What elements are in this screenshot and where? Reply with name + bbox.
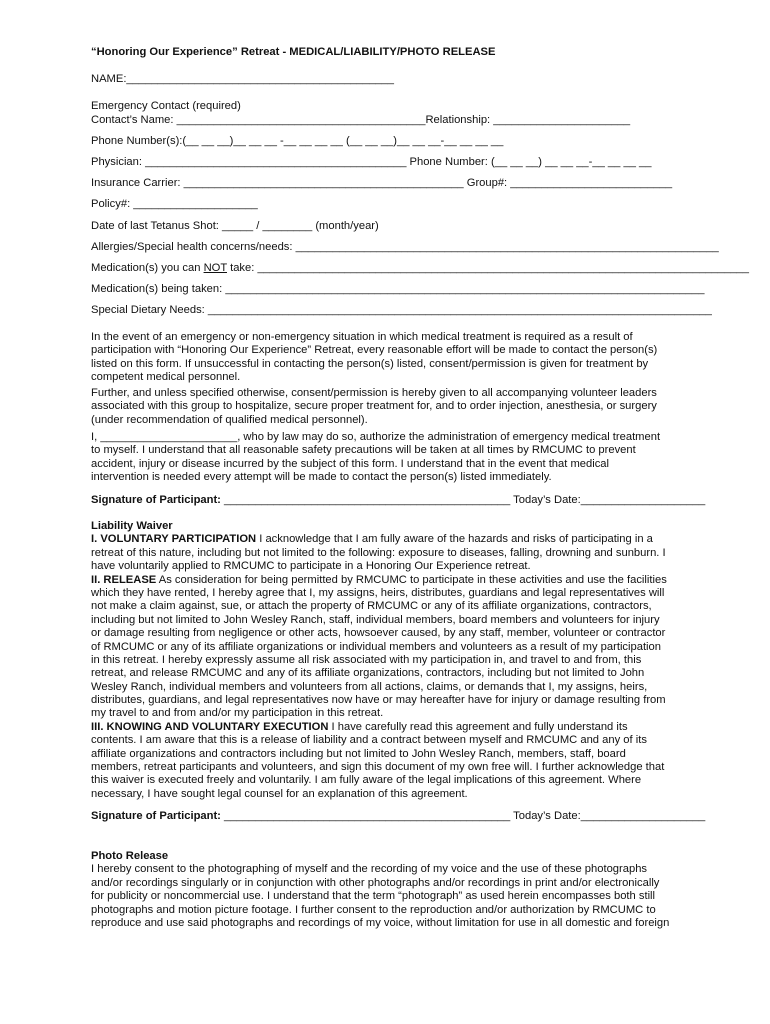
text-line: my travel to and from and/or my participation in this retreat.: [91, 707, 384, 720]
text-line: have voluntarily applied to RMCUMC to participate in a Honoring Our Experience retreat.: [91, 560, 531, 573]
text-line: intervention is needed every attempt will be made to contact the person(s) listed immediately.: [91, 471, 552, 484]
text-line: or damage resulting from negligence or other acts, howsoever caused, by any staff, member, volunteer or contractor: [91, 627, 666, 640]
text-line: to myself. I understand that all reasonable safety precautions will be taken at all times by RMCUMC to prevent: [91, 444, 636, 457]
text-line: which they have rented, I hereby agree that I, my assigns, heirs, distributes, guardians and legal representatives will: [91, 586, 665, 599]
text-line: (under recommendation of qualified medical personnel).: [91, 413, 368, 426]
medications-taken-field[interactable]: Medication(s) being taken: _____________________________________________________________________________: [91, 283, 705, 295]
text-line: In the event of an emergency or non-emergency situation in which medical treatment is required as a result of: [91, 331, 633, 343]
text-line: and/or recordings singularly or in conjunction with other photographs and/or recordings in print and/or electronically: [91, 876, 660, 889]
liability-waiver-section: [91, 520, 691, 801]
tetanus-field[interactable]: Date of last Tetanus Shot: _____ / ________ (month/year): [91, 220, 379, 232]
signature-label: Signature of Participant:: [91, 494, 221, 506]
section-text: As consideration for being permitted by RMCUMC to participate in these activities and use the facilities: [156, 573, 667, 586]
section-text: I acknowledge that I am fully aware of the hazards and risks of participating in a: [256, 533, 653, 546]
not-emphasis: NOT: [203, 262, 227, 274]
medications-not-suffix: take: _______________________________________________________________________________: [226, 262, 749, 274]
text-line: [91, 721, 691, 734]
insurance-field[interactable]: Insurance Carrier: _____________________________________________ Group#: __________________________: [91, 177, 673, 189]
name-field[interactable]: NAME:___________________________________________: [91, 73, 394, 85]
text-line: [91, 574, 691, 587]
medical-consent-paragraph-2: [91, 387, 691, 427]
emergency-contact-heading: Emergency Contact (required): [91, 100, 241, 112]
text-line: including but not limited to John Wesley Ranch, staff, individual members, board members and volunteers for injury: [91, 613, 660, 626]
text-line: Wesley Ranch, individual members and volunteers from all actions, claims, or demands that I, my assigns, heirs,: [91, 680, 648, 693]
section-title: I. VOLUNTARY PARTICIPATION: [91, 533, 257, 546]
text-line: photographs and motion picture footage. I further consent to the reproduction and/or authorization by RMCUMC to: [91, 903, 656, 916]
signature-label: Signature of Participant:: [91, 810, 221, 822]
dietary-needs-field[interactable]: Special Dietary Needs: _________________________________________________________________________________: [91, 304, 712, 316]
photo-release-section: [91, 850, 691, 930]
physician-field[interactable]: Physician: __________________________________________ Phone Number: (__ __ __) __ __ __-__ __ __ __: [91, 156, 652, 168]
text-line: associated with this group to hospitalize, secure proper treatment for, and to order injection, anesthesia, or surgery: [91, 400, 657, 413]
text-line: necessary, I have sought legal counsel for an explanation of this agreement.: [91, 787, 468, 800]
signature-row-medical: [91, 493, 705, 507]
date-field[interactable]: Today’s Date:____________________: [513, 494, 706, 506]
text-line: listed on this form. If unsuccessful in contacting the person(s) listed, consent/permission is given for treatment by: [91, 357, 649, 370]
text-line: not make a claim against, sue, or attach the property of RMCUMC or any of its affiliate organizations, contractors,: [91, 600, 652, 613]
text-line: for publicity or noncommercial use. I understand that the term “photograph” as used herein encompasses both still: [91, 890, 656, 903]
section-title: III. KNOWING AND VOLUNTARY EXECUTION: [91, 720, 329, 733]
section-title: II. RELEASE: [91, 573, 157, 586]
document-title: “Honoring Our Experience” Retreat - MEDICAL/LIABILITY/PHOTO RELEASE: [91, 46, 496, 58]
phone-numbers-field[interactable]: Phone Number(s):(__ __ __)__ __ __ -__ __ __ __ (__ __ __)__ __ __-__ __ __ __: [91, 135, 504, 147]
text-line: [91, 533, 691, 546]
medical-consent-paragraph-3: [91, 431, 691, 485]
text-line: I hereby consent to the photographing of myself and the recording of my voice and the use of these photographs: [91, 863, 648, 876]
signature-row-liability: [91, 809, 705, 823]
text-line: reproduce and use said photographs and recordings of my voice, without limitation for use in all domestic and foreign: [91, 916, 670, 929]
liability-waiver-heading: Liability Waiver: [91, 520, 173, 532]
text-line: retreat, and release RMCUMC and any of its affiliate organizations, contractors, including but not limited to John: [91, 667, 645, 680]
text-line: contents. I am aware that this is a release of liability and a contract between myself and RMCUMC and any of its: [91, 734, 647, 747]
text-line: accident, injury or disease incurred by the subject of this form. I understand that in the event that medical: [91, 457, 610, 470]
text-line: distributes, guardians, and legal representatives now have or may hereafter have for injury or damage resulting from: [91, 694, 666, 707]
medications-not-prefix: Medication(s) you can: [91, 262, 204, 274]
text-line: retreat of this nature, including but not limited to the following: exposure to diseases, falling, drowning and sunburn. I: [91, 546, 666, 559]
text-line: this waiver is executed freely and voluntarily. I am fully aware of the legal implications of this agreement. Where: [91, 774, 642, 787]
photo-release-heading: Photo Release: [91, 850, 169, 862]
medical-consent-paragraph-1: [91, 331, 691, 385]
contact-name-field[interactable]: Contact’s Name: ________________________________________Relationship: ______________________: [91, 114, 631, 126]
text-line: in this retreat. I hereby expressly assume all risk associated with my participation in, and travel to and from, this: [91, 653, 642, 666]
allergies-field[interactable]: Allergies/Special health concerns/needs: ____________________________________________________________________: [91, 241, 719, 253]
policy-field[interactable]: Policy#: ____________________: [91, 198, 258, 210]
date-field[interactable]: Today’s Date:____________________: [513, 810, 706, 822]
medications-not-field[interactable]: [91, 261, 749, 275]
text-line: Further, and unless specified otherwise, consent/permission is hereby given to all accompanying volunteer leaders: [91, 387, 657, 399]
text-line: competent medical personnel.: [91, 371, 241, 384]
text-line: I, ______________________, who by law may do so, authorize the administration of emergency medical treatment: [91, 431, 661, 443]
text-line: members, retreat participants and volunteers, and sign this document of my own free will. I further acknowledge that: [91, 761, 665, 774]
text-line: participation with “Honoring Our Experience” Retreat, every reasonable effort will be made to contact the person(s): [91, 344, 658, 357]
text-line: affiliate organizations and contractors including but not limited to John Wesley Ranch, members, staff, board: [91, 747, 626, 760]
signature-line[interactable]: ______________________________________________: [224, 810, 511, 822]
section-text: I have carefully read this agreement and fully understand its: [328, 720, 628, 733]
text-line: of RMCUMC or any of its affiliate organizations or individual members and volunteers as a result of my participation: [91, 640, 661, 653]
signature-line[interactable]: ______________________________________________: [224, 494, 511, 506]
